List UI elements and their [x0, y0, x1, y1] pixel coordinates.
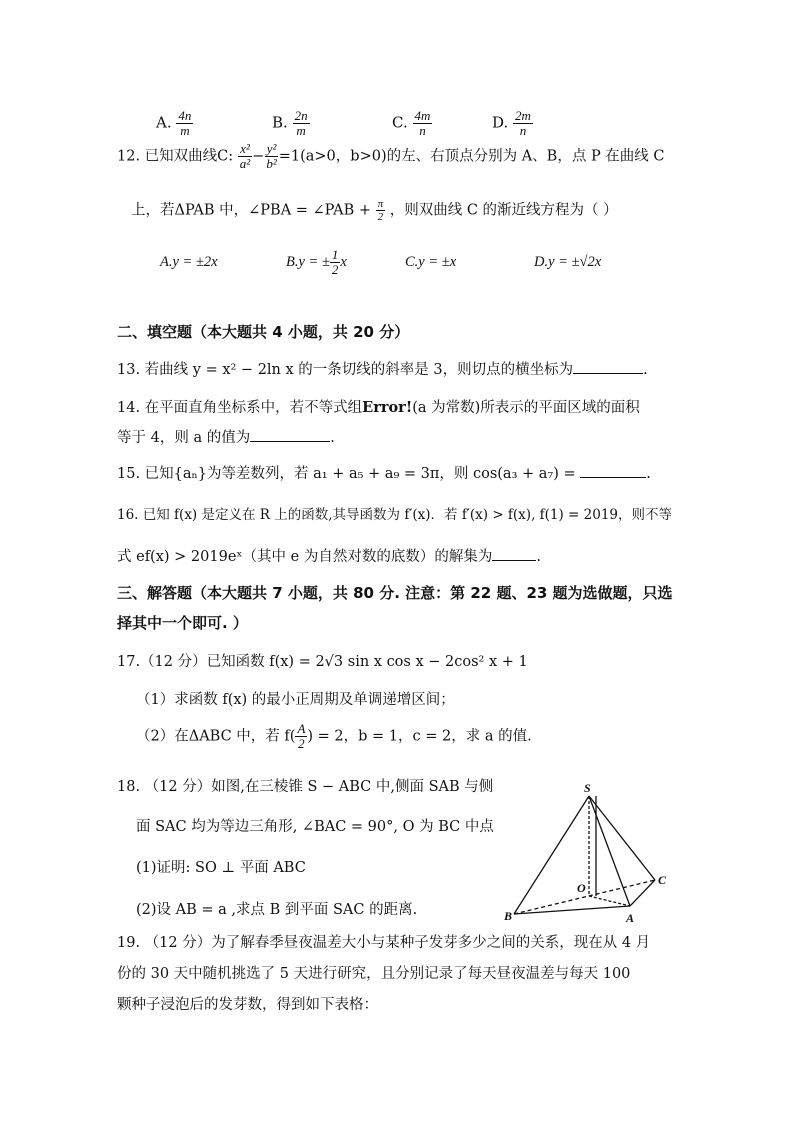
numerator: x² — [240, 141, 250, 156]
q12-line2 — [131, 198, 618, 223]
q19-line2: 份的 30 天中随机挑选了 5 天进行研究，且分别记录了每天昼夜温差与每天 100 — [117, 966, 631, 982]
q15-text: 15. 已知{aₙ}为等差数列，若 a₁ + a₅ + a₉ = 3π，则 cos(a₃ + a₇) = — [117, 466, 576, 482]
answer-blank — [250, 427, 330, 442]
numerator: 4n — [178, 108, 192, 123]
label-o: O — [577, 881, 586, 895]
q18-line3: (1)证明: SO ⊥ 平面 ABC — [136, 860, 306, 876]
section-heading-answers: 三、解答题（本大题共 7 小题，共 80 分. 注意：第 22 题、23 题为选做题，只选 — [117, 584, 673, 602]
answer-blank — [492, 546, 536, 561]
q15-end: . — [646, 466, 651, 482]
numerator: 2m — [515, 108, 531, 123]
q17-stem: 17.（12 分）已知函数 f(x) = 2√3 sin x cos x − 2cos² x + 1 — [117, 654, 528, 670]
q12-option-a: A.y = ±2x — [160, 254, 218, 270]
minus-sign: − — [252, 148, 265, 165]
q16-line2 — [117, 545, 541, 566]
q14-line1 — [117, 396, 640, 417]
fraction — [238, 142, 252, 171]
denominator: b² — [266, 156, 277, 171]
option-label: D. — [492, 113, 509, 132]
denominator: m — [180, 123, 190, 138]
fraction — [295, 722, 307, 751]
q12-line2-pre: 上，若ΔPAB 中，∠PBA = ∠PAB + — [131, 202, 371, 219]
option-label: C. — [392, 113, 408, 132]
q12-options — [160, 248, 620, 288]
q12-option-c: C.y = ±x — [405, 254, 457, 270]
numerator: 2n — [294, 108, 308, 123]
q17-part1: （1）求函数 f(x) 的最小正周期及单调递增区间； — [136, 692, 455, 708]
q19-line3: 颗种子浸泡后的发芽数，得到如下表格： — [117, 997, 378, 1013]
option-b-pre: B.y = ± — [286, 253, 330, 270]
edge-oa — [589, 896, 630, 906]
q19-line1: 19. （12 分）为了解春季昼夜温差大小与某种子发芽多少之间的关系，现在从 4 月 — [117, 935, 651, 951]
q11-option-d — [492, 109, 533, 138]
option-b-post: x — [340, 253, 347, 270]
q12-line1 — [117, 142, 665, 171]
q14-end: . — [330, 430, 335, 446]
denominator: n — [519, 123, 527, 138]
q16-line2-text: 式 ef(x) > 2019eˣ（其中 e 为自然对数的底数）的解集为 — [117, 549, 493, 565]
q13-end: . — [643, 362, 648, 378]
fraction — [513, 109, 533, 138]
numerator: π — [377, 198, 384, 210]
q12-rest: =1(a>0，b>0)的左、右顶点分别为 A、B，点 P 在曲线 C — [278, 148, 665, 165]
q12-prefix: 已知双曲线C: — [144, 148, 234, 165]
fraction — [413, 109, 433, 138]
denominator: 2 — [331, 262, 339, 277]
q17-part2-post: ) = 2，b = 1，c = 2，求 a 的值. — [307, 728, 532, 745]
edge-sc — [589, 796, 655, 880]
label-b: B — [504, 909, 513, 923]
error-marker: Error! — [362, 399, 413, 416]
answer-blank — [573, 359, 643, 374]
option-label: B. — [272, 113, 288, 132]
fraction — [330, 248, 341, 277]
section-heading-fill-in: 二、填空题（本大题共 4 小题，共 20 分） — [117, 323, 410, 341]
q16-line1: 16. 已知 f(x) 是定义在 R 上的函数,其导函数为 f′(x)．若 f′(x) > f(x), f(1) = 2019，则不等 — [117, 507, 673, 523]
q18-line4: (2)设 AB = a ,求点 B 到平面 SAC 的距离. — [136, 902, 418, 918]
q14-line1-text: 14. 在平面直角坐标系中，若不等式组 — [117, 400, 363, 416]
pyramid-figure — [500, 778, 680, 928]
question-number: 12. — [117, 148, 141, 165]
q13 — [117, 358, 648, 379]
denominator: m — [296, 123, 306, 138]
q12-line2-post: ，则双曲线 C 的渐近线方程为（ ） — [389, 202, 618, 219]
numerator: 1 — [331, 247, 339, 262]
q11-option-b — [272, 109, 310, 138]
q17-part2-pre: （2）在ΔABC 中，若 f( — [136, 728, 296, 745]
option-label: A. — [156, 113, 172, 132]
q12-option-b — [286, 248, 347, 277]
q14-line2-text: 等于 4，则 a 的值为 — [117, 430, 251, 446]
label-c: C — [658, 873, 667, 887]
numerator: A — [297, 721, 306, 736]
q11-options — [156, 102, 556, 136]
q14-line2 — [117, 426, 335, 447]
edge-sa — [589, 796, 630, 906]
edge-sb — [514, 796, 589, 914]
q16-end: . — [536, 549, 541, 565]
section-heading-answers-line2: 择其中一个即可. ） — [117, 614, 248, 632]
q17-part2 — [136, 722, 532, 751]
label-s: S — [584, 781, 591, 795]
q11-option-a — [156, 109, 193, 138]
denominator: 2 — [377, 211, 384, 223]
q15 — [117, 462, 651, 483]
numerator: y² — [266, 141, 277, 156]
denominator: a² — [239, 156, 251, 171]
q18-line1: 18. （12 分）如图,在三棱锥 S − ABC 中,侧面 SAB 与侧 — [117, 779, 494, 795]
denominator: 2 — [298, 736, 305, 751]
fraction — [176, 109, 193, 138]
edge-ac — [630, 880, 655, 906]
numerator: 4m — [414, 108, 431, 123]
q14-line1-post: (a 为常数)所表示的平面区域的面积 — [412, 400, 640, 416]
fraction — [376, 198, 386, 223]
q18-line2: 面 SAC 均为等边三角形, ∠BAC = 90°, O 为 BC 中点 — [136, 819, 494, 835]
q11-option-c — [392, 109, 432, 138]
denominator: n — [419, 123, 426, 138]
q12-option-d: D.y = ±√2x — [534, 254, 602, 270]
fraction — [264, 142, 278, 171]
q13-text: 13. 若曲线 y = x² − 2ln x 的一条切线的斜率是 3，则切点的横坐标为 — [117, 362, 574, 378]
fraction — [293, 109, 310, 138]
answer-blank — [580, 463, 646, 478]
label-a: A — [626, 911, 635, 925]
